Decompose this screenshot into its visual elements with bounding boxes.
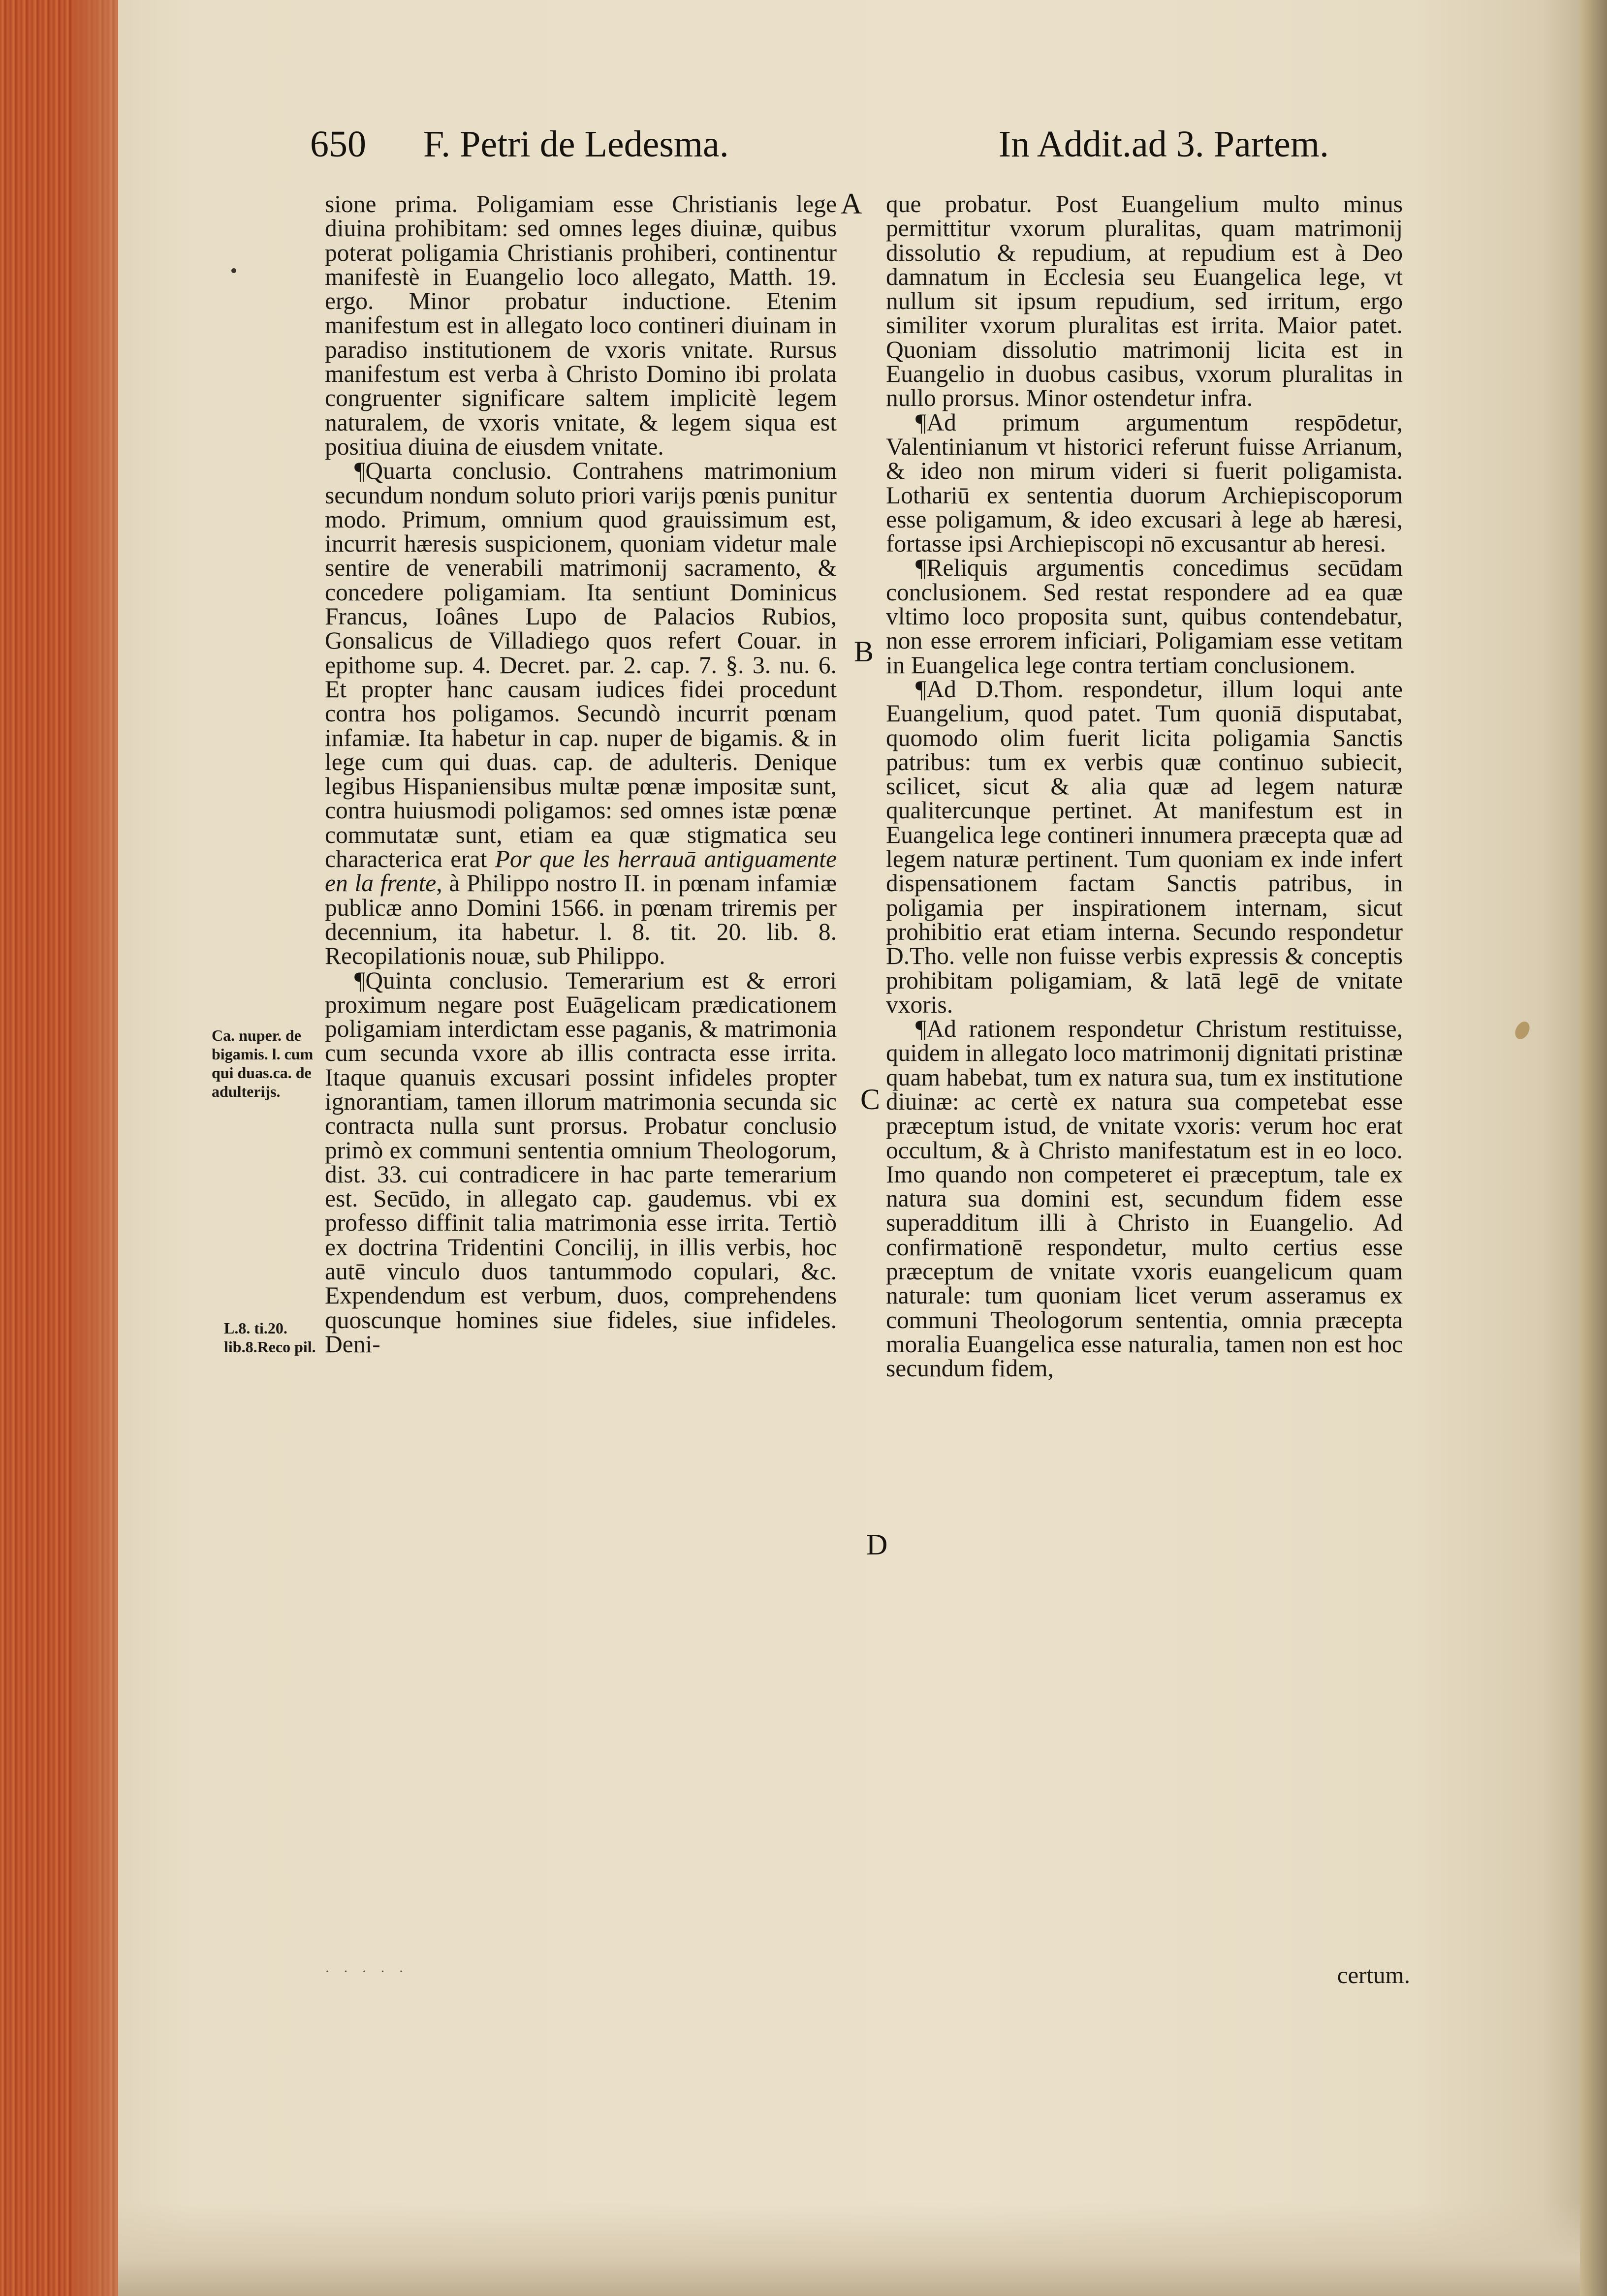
page-number: 650 — [310, 124, 366, 165]
section-letter-d: D — [866, 1528, 888, 1561]
right-paragraph-3: ¶Reliquis argumentis concedimus secūdam conclusionem. Sed restat respondere ad ea quæ vltimo loco proposita sunt, quibus contendebatur, non esse errorem inficiari, Poligamiam esse vetitam in Euangelica lege contra tertiam conclusionem. — [886, 554, 1403, 679]
left-paragraph-3: ¶Quinta conclusio. Temerarium est & errori proximum negare post Euāgelicam prædicationem poligamiam interdictam esse paganis, & matrimonia cum secunda vxore ab illis contracta esse irrita. Itaque quanuis excusari possint infideles propter ignorantiam, tamen illorum matrimonia secunda sic contracta nulla sunt prorsus. Probatur conclusio primò ex communi sententia omnium Theologorum, dist. 33. cui contradicere in hac parte temerarium est. Secūdo, in allegato cap. gaudemus. vbi ex professo diffinit talia matrimonia esse irrita. Tertiò ex doctrina Tridentini Concilij, in illis verbis, hoc autē vinculo duos tantummodo copulari, &c. Expendendum est verbum, duos, comprehendens quoscunque homines siue fideles, siue infideles. Deni- — [325, 966, 837, 1358]
page-edge-bottom — [118, 2203, 1580, 2296]
page-edge-right — [1580, 0, 1607, 2296]
faded-mark: · · · · · — [325, 1963, 409, 1980]
margin-note-2: L.8. ti.20. lib.8.Reco pil. — [224, 1319, 316, 1356]
left-paragraph-2-spanish: Por que les herrauā antiguamente en la frente — [325, 845, 837, 897]
running-header — [310, 123, 1329, 182]
right-paragraph-2: ¶Ad primum argumentum respōdetur, Valentinianum vt historici referunt fuisse Arrianum, & ideo non mirum videri si fuerit poligamista. Lothariū ex sententia duorum Archiepiscoporum esse poligamum, & ideo excusari à lege ab hæresi, fortasse ipsi Archiepiscopi nō excusantur ab heresi. — [886, 408, 1403, 558]
left-paragraph-1: sione prima. Poligamiam esse Christianis lege diuina prohibitam: sed omnes leges diuinæ, quibus poterat poligamia Christianis prohiberi, continentur manifestè in Euangelio loco allegato, Matth. 19. ergo. Minor probatur inductione. Etenim manifestum est in allegato loco contineri diuinam in paradiso institutionem de vxoris vnitate. Rursus manifestum est verba à Christo Domino ibi prolata congruenter significare saltem implicitè legem naturalem, de vxoris vnitate, & legem siqua est positiua diuina de eiusdem vnitate. — [325, 190, 837, 460]
left-paragraph-2 — [325, 459, 837, 968]
catchword: certum. — [1337, 1961, 1410, 1988]
left-paragraph-2-tail: , à Philippo nostro II. in pœnam infamiæ publicæ anno Domini 1566. in pœnam triremis per decennium, ita habetur. l. 8. tit. 20. lib. 8. Recopilationis nouæ, sub Philippo. — [325, 869, 837, 970]
right-paragraph-5: ¶Ad rationem respondetur Christum restituisse, quidem in allegato loco matrimonij dignitati pristinæ quam habebat, tum ex natura sua, tum ex institutione diuinæ: ac certè ex natura sua competebat esse præceptum istud, de vnitate vxoris: verum hoc erat occultum, & à Christo manifestatum est in eo loco. Imo quando non competeret ei præceptum, tale ex natura sua domini est, secundum fidem esse superadditum illi à Christo in Euangelio. Ad confirmationē respondetur, multo certius esse præceptum de vnitate vxoris euangelicum quam naturale: tum quoniam licet verum asseramus ex communi Theologorum sententia, omnia præcepta moralia Euangelica esse naturalia, tamen non est hoc secundum fidem, — [886, 1015, 1403, 1382]
right-paragraph-4: ¶Ad D.Thom. respondetur, illum loqui ante Euangelium, quod patet. Tum quoniā disputabat, quomodo olim fuerit licita poligamia Sanctis patribus: tum ex verbis quæ continuo subiecit, scilicet, sicut & alia quæ ad legem naturæ qualitercunque pertinet. At manifestum est in Euangelica lege contineri innumera præcepta quæ ad legem naturæ pertinent. Tum quoniam ex inde infert dispensationem factam Sanctis patribus, in poligamia per inspirationem internam, sicut prohibitio erat etiam interna. Secundo respondetur D.Tho. velle non fuisse verbis expressis & conceptis prohibitam poligamiam, & latā legē de vnitate vxoris. — [886, 675, 1403, 1018]
header-section: In Addit.ad 3. Partem. — [998, 124, 1329, 165]
left-paragraph-2-text: ¶Quarta conclusio. Contrahens matrimonium secundum nondum soluto priori varijs pœnis punitur modo. Primum, omnium quod grauissimum est, incurrit hæresis suspicionem, quoniam videtur male sentire de venerabili matrimonij sacramento, & concedere poligamiam. Ita sentiunt Dominicus Francus, Ioânes Lupo de Palacios Rubios, Gonsalicus de Villadiego quos refert Couar. in epithome sup. 4. Decret. par. 2. cap. 7. §. 3. nu. 6. Et propter hanc causam iudices fidei procedunt contra hos poligamos. Secundò incurrit pœnam infamiæ. Ita habetur in cap. nuper de bigamis. & in lege cum qui duas. cap. de adulteris. Denique legibus Hispaniensibus multæ pœnæ impositæ sunt, contra huiusmodi poligamos: sed omnes istæ pœnæ commutatæ sunt, etiam ea quæ stigmatica seu characterica erat — [325, 457, 837, 873]
section-letter-c: C — [860, 1083, 881, 1116]
margin-note-1: Ca. nuper. de bigamis. l. cum qui duas.ca. de adulterijs. — [212, 1026, 314, 1100]
header-author: F. Petri de Ledesma. — [423, 124, 729, 165]
right-column — [886, 192, 1403, 1381]
ink-stain — [1512, 1019, 1533, 1042]
page-edge-gradient — [74, 0, 118, 2296]
section-letter-a: A — [841, 187, 862, 220]
right-paragraph-1: que probatur. Post Euangelium multo minus permittitur vxorum pluralitas, quam matrimonij dissolutio & repudium, at repudium est à Deo damnatum in Ecclesia seu Euangelica lege, vt nullum sit ipsum repudium, sed irritum, ergo similiter vxorum pluralitas est irrita. Maior patet. Quoniam dissolutio matrimonij licita est in Euangelio in duobus casibus, vxorum pluralitas in nullo prorsus. Minor ostendetur infra. — [886, 190, 1403, 412]
left-column — [325, 192, 837, 1356]
margin-dot — [231, 268, 236, 273]
section-letter-b: B — [854, 635, 874, 668]
